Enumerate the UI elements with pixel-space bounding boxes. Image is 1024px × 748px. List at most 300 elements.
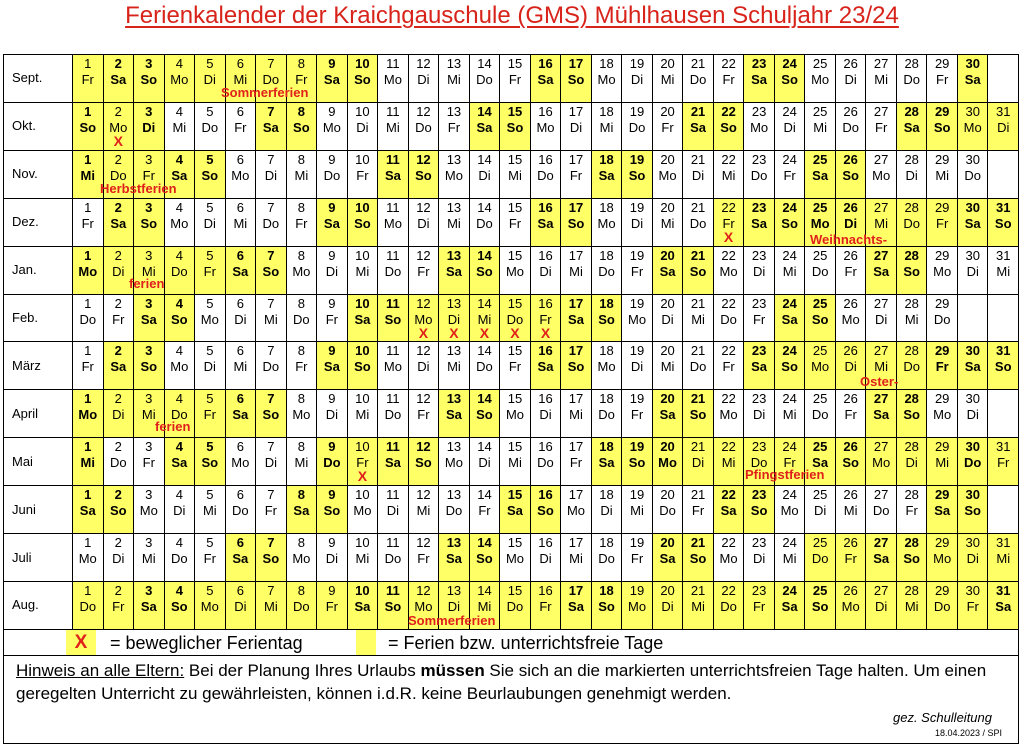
weekday: Mo — [444, 167, 463, 183]
day-number: 11 — [386, 56, 400, 71]
day-number: 11 — [386, 151, 400, 167]
day-cell — [591, 438, 622, 486]
day-number: 21 — [690, 56, 706, 71]
weekday: Di — [264, 167, 277, 183]
month-name: Feb. — [4, 294, 73, 342]
day-cell — [927, 55, 958, 103]
day-number: 9 — [328, 295, 336, 311]
day-number: 12 — [416, 439, 431, 455]
day-number: 12 — [416, 103, 431, 119]
day-number: 20 — [660, 582, 675, 598]
day-number: 14 — [477, 199, 492, 215]
day-number: 2 — [114, 295, 122, 311]
day-number: 24 — [782, 391, 797, 407]
day-cell — [713, 390, 744, 438]
notice-text-before: Bei der Planung Ihres Urlaubs — [184, 661, 421, 680]
day-number: 11 — [386, 535, 400, 551]
day-cell — [347, 102, 378, 150]
day-cell — [744, 294, 775, 342]
day-number: 28 — [904, 295, 919, 311]
day-number: 13 — [446, 247, 462, 263]
weekday: So — [567, 359, 585, 375]
day-cell — [164, 198, 195, 246]
day-number: 30 — [965, 439, 980, 455]
day-cell — [744, 390, 775, 438]
day-number: 14 — [477, 295, 492, 311]
day-number: 12 — [416, 295, 431, 311]
weekday: Mi — [233, 359, 248, 375]
weekday: Fr — [295, 359, 308, 375]
day-cell — [683, 102, 714, 150]
day-number: 13 — [446, 391, 462, 407]
day-cell — [835, 486, 866, 534]
day-number: 22 — [721, 487, 736, 503]
day-number: 16 — [538, 295, 553, 311]
day-number: 30 — [965, 151, 980, 167]
day-cell — [652, 486, 683, 534]
day-number: 3 — [145, 582, 153, 598]
weekday: Do — [506, 311, 524, 327]
day-cell — [256, 390, 287, 438]
weekday: Mo — [628, 311, 647, 327]
day-number: 29 — [934, 295, 950, 311]
weekday: Mo — [719, 407, 738, 423]
day-cell — [744, 150, 775, 198]
day-number: 22 — [721, 343, 736, 359]
weekday: So — [567, 215, 585, 231]
day-cell — [225, 294, 256, 342]
day-cell — [73, 102, 104, 150]
day-cell — [500, 342, 531, 390]
day-cell — [134, 294, 165, 342]
weekday: Di — [264, 455, 277, 471]
day-number: 29 — [934, 487, 950, 503]
day-cell — [378, 198, 409, 246]
day-number: 8 — [297, 56, 305, 71]
weekday: So — [689, 407, 707, 423]
day-number: 31 — [996, 103, 1011, 119]
day-cell — [530, 438, 561, 486]
day-cell — [896, 486, 927, 534]
label-weihnachtsferien: Weihnachts- — [810, 232, 888, 247]
weekday: Di — [539, 263, 552, 279]
day-cell — [256, 581, 287, 629]
day-number: 1 — [84, 199, 92, 215]
day-number: 25 — [812, 103, 828, 119]
day-number: 21 — [690, 247, 706, 263]
weekday: So — [262, 263, 280, 279]
day-cell — [500, 246, 531, 294]
day-cell — [530, 486, 561, 534]
weekday: So — [79, 119, 97, 135]
day-cell — [957, 581, 988, 629]
day-cell — [835, 581, 866, 629]
day-cell — [622, 342, 653, 390]
day-cell — [500, 294, 531, 342]
day-number: 28 — [904, 199, 919, 215]
day-cell — [927, 390, 958, 438]
weekday: So — [781, 215, 798, 231]
day-number: 5 — [206, 535, 214, 551]
weekday: Do — [811, 263, 829, 279]
day-cell — [683, 342, 714, 390]
day-number: 20 — [660, 295, 675, 311]
weekday: Sa — [110, 359, 127, 375]
month-name: Dez. — [4, 198, 73, 246]
weekday: Sa — [140, 598, 157, 614]
day-cell — [927, 198, 958, 246]
day-cell — [591, 486, 622, 534]
weekday: Di — [630, 72, 644, 87]
weekday: Di — [905, 167, 918, 183]
day-cell — [835, 390, 866, 438]
weekday: Fr — [203, 407, 216, 423]
weekday: Sa — [537, 215, 554, 231]
month-row — [4, 581, 1019, 629]
weekday: Do — [720, 598, 737, 614]
day-number: 19 — [629, 103, 645, 119]
day-number: 15 — [507, 199, 523, 215]
day-cell — [866, 246, 897, 294]
day-cell — [713, 581, 744, 629]
day-number: 2 — [114, 343, 122, 359]
weekday: Mo — [414, 598, 433, 614]
day-cell — [591, 294, 622, 342]
weekday: So — [720, 119, 737, 135]
weekday: Mi — [233, 72, 248, 87]
day-number: 11 — [386, 199, 400, 215]
weekday: Mo — [719, 551, 738, 567]
weekday: So — [598, 311, 615, 327]
day-number: 23 — [751, 247, 767, 263]
day-number: 17 — [568, 439, 584, 455]
day-number: 26 — [843, 391, 858, 407]
day-cell — [622, 198, 653, 246]
notice-text-after: Sie sich an die markierten unterrichtsfreien Tage halten. Um einen geregelten Unterricht zu gewährleisten, können i.d.R. keine Beurlaubungen genehmigt werden. — [16, 661, 987, 703]
day-number: 30 — [965, 487, 980, 503]
day-cell — [561, 246, 592, 294]
day-number: 15 — [507, 295, 523, 311]
weekday: Mi — [141, 263, 156, 279]
day-cell — [225, 486, 256, 534]
day-cell — [134, 55, 165, 103]
day-cell — [591, 390, 622, 438]
day-cell — [622, 390, 653, 438]
notice-text — [16, 659, 1011, 705]
weekday: Di — [112, 407, 125, 423]
weekday: So — [415, 167, 432, 183]
month-name: Jan. — [4, 246, 73, 294]
day-number: 28 — [904, 391, 919, 407]
day-cell — [561, 486, 592, 534]
weekday: Di — [844, 359, 857, 375]
day-number: 5 — [206, 582, 214, 598]
day-cell — [591, 198, 622, 246]
day-cell — [561, 438, 592, 486]
day-number: 6 — [236, 391, 244, 407]
day-number: 12 — [416, 535, 431, 551]
day-cell — [652, 198, 683, 246]
weekday: Fr — [142, 167, 155, 183]
weekday: Mo — [658, 455, 677, 471]
day-cell — [469, 102, 500, 150]
day-cell — [713, 198, 744, 246]
day-cell — [347, 246, 378, 294]
day-number: 18 — [599, 295, 614, 311]
day-cell — [835, 102, 866, 150]
weekday: Mo — [231, 455, 250, 471]
month-row — [4, 438, 1019, 486]
day-cell — [866, 150, 897, 198]
day-cell — [378, 581, 409, 629]
legend-holiday-text: = Ferien bzw. unterrichtsfreie Tage — [388, 633, 664, 653]
weekday: Fr — [783, 167, 796, 183]
day-cell — [652, 581, 683, 629]
day-cell — [286, 294, 317, 342]
day-number: 9 — [328, 247, 336, 263]
month-row — [4, 486, 1019, 534]
weekday: Mo — [78, 407, 98, 423]
weekday: Do — [537, 455, 554, 471]
weekday: Mo — [292, 263, 311, 279]
weekday: Di — [661, 311, 674, 327]
day-number: 7 — [267, 535, 275, 551]
day-number: 9 — [328, 151, 336, 167]
day-cell — [408, 198, 439, 246]
weekday: Mo — [139, 503, 158, 519]
weekday: Di — [630, 215, 644, 231]
day-cell — [378, 486, 409, 534]
day-number: 22 — [721, 103, 736, 119]
day-cell — [500, 150, 531, 198]
day-number: 17 — [568, 247, 584, 263]
weekday: Do — [903, 359, 920, 375]
day-cell — [164, 294, 195, 342]
day-number: 2 — [114, 151, 122, 167]
weekday: So — [170, 598, 188, 614]
day-number: 2 — [114, 247, 122, 263]
day-cell — [73, 150, 104, 198]
day-cell — [683, 486, 714, 534]
day-cell — [408, 342, 439, 390]
day-cell — [439, 55, 470, 103]
day-number: 1 — [84, 439, 92, 455]
day-number: 10 — [355, 295, 370, 311]
day-cell — [652, 390, 683, 438]
weekday: Sa — [323, 72, 340, 87]
weekday: Fr — [630, 263, 644, 279]
weekday: Di — [600, 503, 613, 519]
movable-holiday-mark: X — [113, 132, 123, 149]
weekday: Fr — [997, 455, 1010, 471]
weekday: Fr — [905, 503, 918, 519]
day-number: 24 — [782, 439, 797, 455]
day-cell — [591, 342, 622, 390]
day-cell — [469, 198, 500, 246]
parent-notice — [3, 655, 1019, 744]
day-number: 2 — [114, 439, 122, 455]
day-cell — [652, 150, 683, 198]
weekday: Fr — [722, 215, 735, 231]
day-cell — [317, 581, 348, 629]
day-cell — [927, 342, 958, 390]
day-number: 14 — [477, 391, 492, 407]
day-cell — [896, 438, 927, 486]
day-number: 26 — [843, 103, 858, 119]
day-number: 6 — [236, 487, 244, 503]
day-cell — [317, 534, 348, 582]
page-title: Ferienkalender der Kraichgauschule (GMS) Mühlhausen Schuljahr 23/24 — [125, 2, 899, 29]
day-number: 1 — [84, 295, 92, 311]
day-cell — [561, 294, 592, 342]
weekday: Di — [844, 72, 857, 87]
day-number: 7 — [267, 439, 275, 455]
day-number: 3 — [145, 56, 153, 71]
day-number: 24 — [782, 343, 797, 359]
weekday: Do — [293, 598, 310, 614]
month-name: Sept. — [4, 55, 73, 103]
day-number: 10 — [355, 103, 370, 119]
day-number: 23 — [751, 295, 767, 311]
day-number: 13 — [446, 343, 462, 359]
weekday: Fr — [661, 119, 674, 135]
day-number: 11 — [386, 582, 400, 598]
day-cell — [195, 581, 226, 629]
day-number: 13 — [446, 151, 462, 167]
day-cell — [652, 294, 683, 342]
day-number: 13 — [446, 103, 462, 119]
day-cell — [866, 55, 897, 103]
day-number: 26 — [843, 151, 858, 167]
day-number: 10 — [355, 535, 370, 551]
day-cell — [652, 342, 683, 390]
weekday: Fr — [417, 551, 430, 567]
movable-holiday-mark: X — [357, 468, 368, 485]
day-cell — [530, 102, 561, 150]
weekday: Do — [109, 455, 127, 471]
day-number: 26 — [843, 343, 858, 359]
legend-x-text: = beweglicher Ferientag — [110, 633, 303, 653]
day-cell — [561, 390, 592, 438]
weekday: So — [140, 72, 158, 87]
label-osterferien-cont: ferien — [155, 419, 191, 434]
day-number: 8 — [297, 295, 305, 311]
day-number: 30 — [965, 56, 980, 71]
weekday: Do — [811, 407, 829, 423]
weekday: Fr — [203, 263, 216, 279]
legend-x-mark: X — [74, 632, 88, 653]
day-cell — [469, 438, 500, 486]
day-number: 7 — [267, 56, 275, 71]
day-number: 4 — [175, 56, 183, 71]
day-number: 27 — [873, 582, 889, 598]
weekday: Do — [170, 263, 188, 279]
day-number: 13 — [446, 295, 462, 311]
day-cell — [225, 390, 256, 438]
day-number: 9 — [328, 56, 336, 71]
weekday: Do — [964, 167, 982, 183]
weekday: Fr — [325, 598, 339, 614]
day-cell — [805, 246, 836, 294]
day-number: 16 — [538, 391, 553, 407]
day-cell — [927, 246, 958, 294]
day-number: 12 — [416, 151, 431, 167]
weekday: Mi — [813, 119, 827, 135]
day-cell — [957, 246, 988, 294]
day-cell — [896, 198, 927, 246]
day-cell — [225, 198, 256, 246]
weekday: Sa — [964, 359, 981, 375]
day-number: 20 — [660, 103, 675, 119]
day-cell — [225, 246, 256, 294]
weekday: Sa — [690, 119, 707, 135]
weekday: So — [323, 503, 341, 519]
month-name: Nov. — [4, 150, 73, 198]
day-cell — [530, 150, 561, 198]
day-cell — [439, 198, 470, 246]
day-cell — [622, 55, 653, 103]
day-cell — [744, 581, 775, 629]
day-number: 19 — [629, 247, 645, 263]
day-number: 6 — [236, 343, 244, 359]
day-cell — [347, 342, 378, 390]
day-number: 22 — [721, 582, 736, 598]
day-number: 27 — [873, 56, 889, 71]
day-cell — [134, 534, 165, 582]
weekday: Do — [415, 119, 432, 135]
day-cell — [713, 342, 744, 390]
day-cell — [683, 534, 714, 582]
day-cell — [225, 534, 256, 582]
weekday: Sa — [171, 455, 188, 471]
day-cell — [164, 55, 195, 103]
weekday: Mo — [872, 455, 891, 471]
day-cell — [286, 342, 317, 390]
weekday: Di — [447, 311, 461, 327]
weekday: Mi — [721, 455, 736, 471]
weekday: Sa — [995, 598, 1012, 614]
day-number: 25 — [812, 247, 828, 263]
day-cell — [591, 581, 622, 629]
day-cell — [225, 438, 256, 486]
day-cell — [500, 198, 531, 246]
weekday: Mo — [810, 215, 830, 231]
day-number: 31 — [996, 439, 1011, 455]
day-number: 26 — [843, 535, 858, 551]
weekday: So — [933, 119, 951, 135]
day-number: 18 — [599, 56, 614, 71]
day-number: 29 — [934, 391, 950, 407]
weekday: Mi — [80, 455, 95, 471]
weekday: Fr — [508, 359, 522, 375]
day-number: 26 — [843, 199, 858, 215]
day-cell — [317, 390, 348, 438]
weekday: Mi — [843, 503, 858, 519]
day-number: 20 — [660, 343, 675, 359]
weekday: Fr — [539, 598, 552, 614]
day-cell — [591, 55, 622, 103]
day-number: 9 — [328, 343, 336, 359]
weekday: Sa — [568, 598, 584, 614]
day-number: 6 — [236, 199, 244, 215]
weekday: So — [811, 311, 829, 327]
weekday: So — [476, 551, 493, 567]
day-number: 8 — [297, 535, 305, 551]
day-cell — [774, 390, 805, 438]
day-cell — [256, 198, 287, 246]
weekday: Mi — [508, 455, 522, 471]
day-number: 4 — [175, 151, 183, 167]
